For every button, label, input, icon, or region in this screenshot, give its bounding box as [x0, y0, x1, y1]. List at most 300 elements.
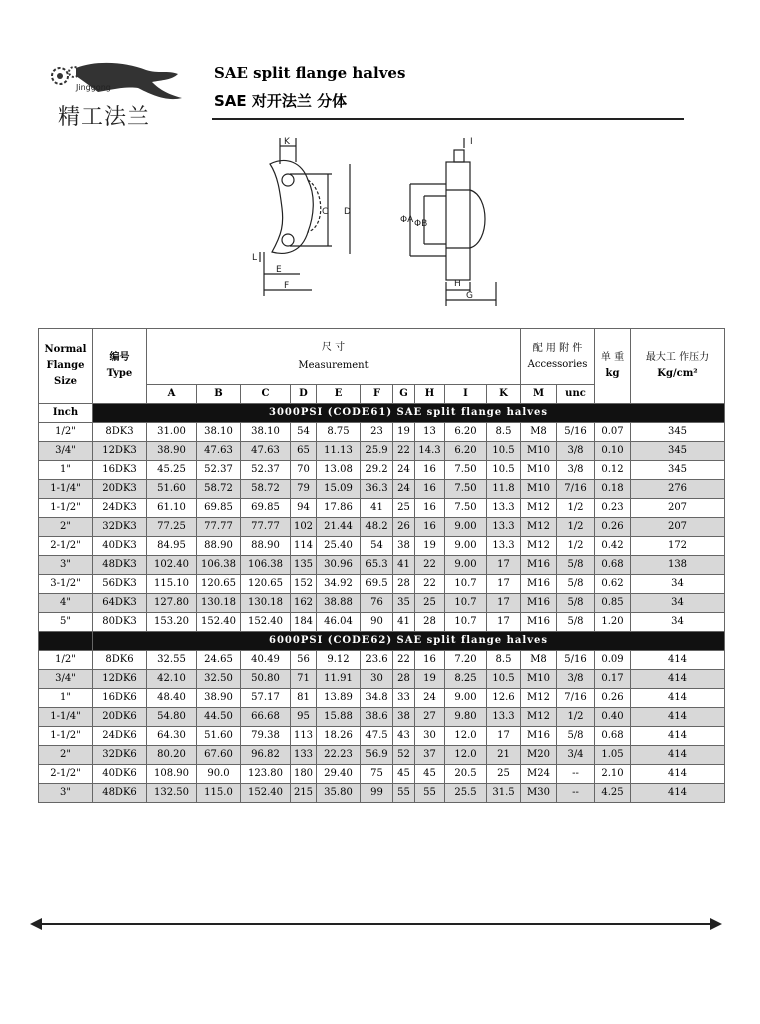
table-cell: 1.05	[595, 746, 631, 765]
label-k: K	[284, 137, 290, 147]
table-cell: 34.8	[361, 689, 393, 708]
header-pressure-en: Kg/cm²	[657, 368, 698, 379]
cell-type: 64DK3	[93, 594, 147, 613]
table-cell: 0.12	[595, 461, 631, 480]
table-cell: 88.90	[197, 537, 241, 556]
header-col-d: D	[291, 385, 317, 404]
table-cell: 0.85	[595, 594, 631, 613]
table-cell: --	[557, 765, 595, 784]
table-cell: 88.90	[241, 537, 291, 556]
header-weight	[595, 329, 631, 404]
table-cell: 38.10	[241, 423, 291, 442]
table-cell: 28	[393, 575, 415, 594]
table-cell: 3/4	[557, 746, 595, 765]
label-i: I	[470, 137, 473, 147]
header-col-f: F	[361, 385, 393, 404]
table-cell: 28	[415, 613, 445, 632]
table-cell: 44.50	[197, 708, 241, 727]
table-cell: 71	[291, 670, 317, 689]
table-cell: 1/2	[557, 537, 595, 556]
table-cell: 25	[415, 594, 445, 613]
brand-name-cn: 精工法兰	[58, 105, 151, 130]
table-cell: 27	[415, 708, 445, 727]
table-cell: 3/8	[557, 442, 595, 461]
table-cell: 25.5	[445, 784, 487, 803]
table-cell: 10.5	[487, 442, 521, 461]
table-cell: 12.0	[445, 727, 487, 746]
table-cell: 17	[487, 613, 521, 632]
table-cell: 0.17	[595, 670, 631, 689]
header-col-a: A	[147, 385, 197, 404]
cell-size: 2-1/2"	[39, 765, 93, 784]
table-cell: 45	[415, 765, 445, 784]
header-col-h: H	[415, 385, 445, 404]
label-d: D	[344, 207, 351, 217]
table-cell: 1/2	[557, 708, 595, 727]
table-row	[39, 746, 725, 765]
table-cell: 2.10	[595, 765, 631, 784]
table-cell: 102.40	[147, 556, 197, 575]
table-cell: 52.37	[241, 461, 291, 480]
cell-type: 16DK3	[93, 461, 147, 480]
table-cell: 41	[393, 556, 415, 575]
table-cell: 7/16	[557, 689, 595, 708]
table-cell: 94	[291, 499, 317, 518]
table-cell: 90.0	[197, 765, 241, 784]
table-cell: 58.72	[241, 480, 291, 499]
page-title-en: SAE split flange halves	[214, 64, 406, 82]
table-cell: 26	[393, 518, 415, 537]
table-cell: 10.7	[445, 594, 487, 613]
table-cell: 3/8	[557, 670, 595, 689]
cell-type: 20DK3	[93, 480, 147, 499]
table-cell: 207	[631, 518, 725, 537]
table-cell: 69.85	[241, 499, 291, 518]
table-cell: 135	[291, 556, 317, 575]
table-cell: 162	[291, 594, 317, 613]
table-cell: 95	[291, 708, 317, 727]
cell-size: 1-1/4"	[39, 480, 93, 499]
table-cell: 18.26	[317, 727, 361, 746]
table-cell: 35.80	[317, 784, 361, 803]
table-cell: 32.50	[197, 670, 241, 689]
table-cell: 7.50	[445, 480, 487, 499]
table-cell: 80.20	[147, 746, 197, 765]
table-cell: 1/2	[557, 518, 595, 537]
table-row	[39, 537, 725, 556]
table-cell: 5/8	[557, 556, 595, 575]
table-cell: 46.04	[317, 613, 361, 632]
table-cell: 52.37	[197, 461, 241, 480]
table-row	[39, 518, 725, 537]
table-cell: 114	[291, 537, 317, 556]
series-band-row	[39, 632, 725, 651]
table-cell: 67.60	[197, 746, 241, 765]
table-cell: 14.3	[415, 442, 445, 461]
table-cell: 123.80	[241, 765, 291, 784]
header-normal-size: Normal Flange Size	[39, 329, 93, 404]
table-cell: 56.9	[361, 746, 393, 765]
table-cell: 16	[415, 480, 445, 499]
table-row	[39, 575, 725, 594]
table-cell: 414	[631, 689, 725, 708]
table-cell: M16	[521, 594, 557, 613]
table-cell: 77.77	[197, 518, 241, 537]
cell-type: 48DK3	[93, 556, 147, 575]
table-row	[39, 670, 725, 689]
table-row	[39, 499, 725, 518]
cell-size: 2-1/2"	[39, 537, 93, 556]
header-pressure-cn: 最大工 作压力	[645, 352, 710, 363]
table-cell: M8	[521, 423, 557, 442]
table-cell: 35	[393, 594, 415, 613]
table-cell: 42.10	[147, 670, 197, 689]
table-cell: 41	[361, 499, 393, 518]
label-l: L	[252, 253, 258, 263]
table-cell: 7.20	[445, 651, 487, 670]
header-measurement-cn: 尺 寸	[321, 341, 346, 353]
table-cell: 77.25	[147, 518, 197, 537]
cell-size: 1/2"	[39, 651, 93, 670]
table-cell: 8.25	[445, 670, 487, 689]
table-cell: 7.50	[445, 499, 487, 518]
table-cell: 414	[631, 765, 725, 784]
table-cell: 153.20	[147, 613, 197, 632]
table-cell: 76	[361, 594, 393, 613]
table-row	[39, 708, 725, 727]
table-cell: 38.90	[147, 442, 197, 461]
cell-type: 40DK3	[93, 537, 147, 556]
table-cell: 127.80	[147, 594, 197, 613]
label-phi-b: ΦB	[414, 219, 428, 229]
table-cell: 414	[631, 727, 725, 746]
table-cell: 17	[487, 556, 521, 575]
table-cell: 23	[361, 423, 393, 442]
table-cell: M10	[521, 480, 557, 499]
table-cell: 345	[631, 461, 725, 480]
table-cell: 8.5	[487, 423, 521, 442]
table-cell: 24	[393, 480, 415, 499]
cell-size: 3-1/2"	[39, 575, 93, 594]
table-cell: 96.82	[241, 746, 291, 765]
table-cell: 55	[415, 784, 445, 803]
table-cell: M10	[521, 461, 557, 480]
table-cell: 54.80	[147, 708, 197, 727]
header-measurement-en: Measurement	[298, 359, 369, 371]
table-cell: 0.18	[595, 480, 631, 499]
cell-size: 1-1/2"	[39, 727, 93, 746]
table-cell: 38	[393, 708, 415, 727]
cell-size: 2"	[39, 518, 93, 537]
table-cell: 47.5	[361, 727, 393, 746]
table-cell: 47.63	[197, 442, 241, 461]
front-view-labels	[252, 137, 351, 291]
table-cell: 1/2	[557, 499, 595, 518]
cell-type: 24DK3	[93, 499, 147, 518]
table-cell: 52	[393, 746, 415, 765]
cell-size: 2"	[39, 746, 93, 765]
table-cell: 6.20	[445, 442, 487, 461]
table-cell: 34	[631, 594, 725, 613]
table-cell: 5/16	[557, 651, 595, 670]
table-cell: 24.65	[197, 651, 241, 670]
table-cell: 9.00	[445, 518, 487, 537]
inch-label: Inch	[39, 404, 93, 423]
table-cell: 55	[393, 784, 415, 803]
table-cell: 34.92	[317, 575, 361, 594]
header-pressure	[631, 329, 725, 404]
header-col-b: B	[197, 385, 241, 404]
table-cell: 130.18	[197, 594, 241, 613]
table-cell: 13.08	[317, 461, 361, 480]
series-band-row	[39, 404, 725, 423]
table-cell: 50.80	[241, 670, 291, 689]
table-cell: 22.23	[317, 746, 361, 765]
header-type	[93, 329, 147, 404]
table-cell: 113	[291, 727, 317, 746]
cell-type: 32DK3	[93, 518, 147, 537]
header-weight-cn: 单 重	[600, 352, 625, 363]
table-cell: 6.20	[445, 423, 487, 442]
table-cell: 8.75	[317, 423, 361, 442]
series-band-title: 6000PSI (CODE62) SAE split flange halves	[93, 632, 725, 651]
table-cell: 81	[291, 689, 317, 708]
table-cell: 15.09	[317, 480, 361, 499]
table-cell: 16	[415, 518, 445, 537]
spec-table	[38, 328, 725, 803]
header-type-cn: 编号	[109, 352, 130, 363]
cell-type: 32DK6	[93, 746, 147, 765]
cell-type: 20DK6	[93, 708, 147, 727]
header-weight-en: kg	[605, 368, 620, 379]
series-band-title: 3000PSI (CODE61) SAE split flange halves	[93, 404, 725, 423]
page-title-cn: SAE 对开法兰 分体	[214, 92, 348, 110]
table-cell: 9.80	[445, 708, 487, 727]
table-cell: 414	[631, 746, 725, 765]
cell-size: 1-1/2"	[39, 499, 93, 518]
table-cell: 0.09	[595, 651, 631, 670]
label-h: H	[454, 279, 461, 289]
cell-size: 1"	[39, 689, 93, 708]
table-cell: 12.0	[445, 746, 487, 765]
table-cell: 69.85	[197, 499, 241, 518]
table-cell: 20.5	[445, 765, 487, 784]
table-cell: 152.40	[241, 613, 291, 632]
cell-size: 1"	[39, 461, 93, 480]
table-cell: 106.38	[197, 556, 241, 575]
table-cell: 45	[393, 765, 415, 784]
table-cell: 133	[291, 746, 317, 765]
table-cell: 28	[393, 670, 415, 689]
table-cell: M12	[521, 708, 557, 727]
table-cell: --	[557, 784, 595, 803]
table-cell: 345	[631, 423, 725, 442]
cell-type: 16DK6	[93, 689, 147, 708]
table-cell: 17	[487, 575, 521, 594]
table-row	[39, 784, 725, 803]
cell-type: 48DK6	[93, 784, 147, 803]
table-cell: 64.30	[147, 727, 197, 746]
label-f: F	[284, 281, 290, 291]
table-cell: 172	[631, 537, 725, 556]
table-cell: 152.40	[197, 613, 241, 632]
table-cell: M20	[521, 746, 557, 765]
table-cell: 13	[415, 423, 445, 442]
table-cell: 66.68	[241, 708, 291, 727]
table-cell: 13.89	[317, 689, 361, 708]
table-cell: 0.10	[595, 442, 631, 461]
table-cell: 11.91	[317, 670, 361, 689]
table-cell: 24	[393, 461, 415, 480]
header-measurement	[147, 329, 521, 385]
table-cell: 65.3	[361, 556, 393, 575]
header-col-i: I	[445, 385, 487, 404]
table-cell: M12	[521, 518, 557, 537]
table-cell: 0.40	[595, 708, 631, 727]
table-cell: 19	[393, 423, 415, 442]
cell-type: 40DK6	[93, 765, 147, 784]
table-cell: 54	[361, 537, 393, 556]
table-cell: 38.90	[197, 689, 241, 708]
table-row	[39, 442, 725, 461]
table-cell: 0.68	[595, 556, 631, 575]
table-cell: 57.17	[241, 689, 291, 708]
table-cell: 8.5	[487, 651, 521, 670]
table-cell: 25.9	[361, 442, 393, 461]
table-cell: 24	[415, 689, 445, 708]
table-cell: 19	[415, 537, 445, 556]
table-cell: M16	[521, 613, 557, 632]
table-cell: 0.42	[595, 537, 631, 556]
table-cell: 207	[631, 499, 725, 518]
table-cell: 56	[291, 651, 317, 670]
cell-type: 56DK3	[93, 575, 147, 594]
table-cell: 25	[487, 765, 521, 784]
cell-size: 1-1/4"	[39, 708, 93, 727]
table-cell: M16	[521, 727, 557, 746]
table-row	[39, 480, 725, 499]
table-cell: 25.40	[317, 537, 361, 556]
table-cell: 30	[361, 670, 393, 689]
table-cell: 38	[393, 537, 415, 556]
header-col-m: M	[521, 385, 557, 404]
table-cell: 120.65	[197, 575, 241, 594]
cell-type: 12DK3	[93, 442, 147, 461]
cell-type: 8DK6	[93, 651, 147, 670]
table-cell: 0.26	[595, 518, 631, 537]
label-phi-a: ΦA	[400, 215, 414, 225]
cell-type: 80DK3	[93, 613, 147, 632]
table-cell: 9.12	[317, 651, 361, 670]
table-cell: 9.00	[445, 537, 487, 556]
table-cell: 132.50	[147, 784, 197, 803]
header-accessories	[521, 329, 595, 385]
table-cell: 5/8	[557, 727, 595, 746]
table-cell: 23.6	[361, 651, 393, 670]
table-cell: 152.40	[241, 784, 291, 803]
front-view-drawing	[260, 138, 350, 296]
table-row	[39, 651, 725, 670]
table-cell: 31.00	[147, 423, 197, 442]
table-cell: 102	[291, 518, 317, 537]
table-cell: 58.72	[197, 480, 241, 499]
table-cell: 3/8	[557, 461, 595, 480]
table-row	[39, 461, 725, 480]
table-cell: 34	[631, 575, 725, 594]
table-cell: M10	[521, 670, 557, 689]
table-cell: 17.86	[317, 499, 361, 518]
table-cell: 13.3	[487, 499, 521, 518]
label-g: G	[466, 291, 473, 301]
table-cell: 30	[415, 727, 445, 746]
table-cell: 4.25	[595, 784, 631, 803]
table-cell: 13.3	[487, 537, 521, 556]
table-cell: 414	[631, 670, 725, 689]
table-cell: M16	[521, 575, 557, 594]
label-e: E	[276, 265, 282, 275]
table-cell: 34	[631, 613, 725, 632]
table-cell: 21.44	[317, 518, 361, 537]
table-cell: 7.50	[445, 461, 487, 480]
table-cell: 54	[291, 423, 317, 442]
table-cell: 79	[291, 480, 317, 499]
table-cell: 16	[415, 499, 445, 518]
table-cell: 152	[291, 575, 317, 594]
table-cell: 10.7	[445, 575, 487, 594]
table-cell: 5/8	[557, 575, 595, 594]
table-cell: 29.40	[317, 765, 361, 784]
table-cell: 22	[393, 442, 415, 461]
table-cell: 9.00	[445, 556, 487, 575]
arrow-right-icon	[710, 918, 722, 930]
table-cell: 22	[415, 556, 445, 575]
table-cell: M10	[521, 442, 557, 461]
cell-type: 12DK6	[93, 670, 147, 689]
table-cell: 21	[487, 746, 521, 765]
table-cell: 5/8	[557, 613, 595, 632]
table-cell: 38.10	[197, 423, 241, 442]
table-cell: 345	[631, 442, 725, 461]
cell-type: 8DK3	[93, 423, 147, 442]
cell-size: 3/4"	[39, 442, 93, 461]
brand-name-en: Jinggong	[76, 83, 111, 92]
table-cell: 0.68	[595, 727, 631, 746]
table-cell: 15.88	[317, 708, 361, 727]
table-cell: 130.18	[241, 594, 291, 613]
title-rule	[212, 118, 684, 120]
table-cell: 31.5	[487, 784, 521, 803]
table-cell: 138	[631, 556, 725, 575]
table-cell: 0.26	[595, 689, 631, 708]
table-cell: M12	[521, 499, 557, 518]
table-cell: 43	[393, 727, 415, 746]
header-accessories-cn: 配 用 附 件	[532, 342, 583, 354]
table-cell: 38.88	[317, 594, 361, 613]
table-cell: 12.6	[487, 689, 521, 708]
footer-rule	[36, 923, 720, 925]
table-cell: 51.60	[197, 727, 241, 746]
table-cell: M30	[521, 784, 557, 803]
header-type-en: Type	[106, 368, 133, 379]
cell-size: 5"	[39, 613, 93, 632]
table-cell: 30.96	[317, 556, 361, 575]
table-cell: 65	[291, 442, 317, 461]
table-row	[39, 765, 725, 784]
table-cell: 38.6	[361, 708, 393, 727]
table-row	[39, 689, 725, 708]
header-col-c: C	[241, 385, 291, 404]
header-accessories-en: Accessories	[527, 358, 588, 370]
